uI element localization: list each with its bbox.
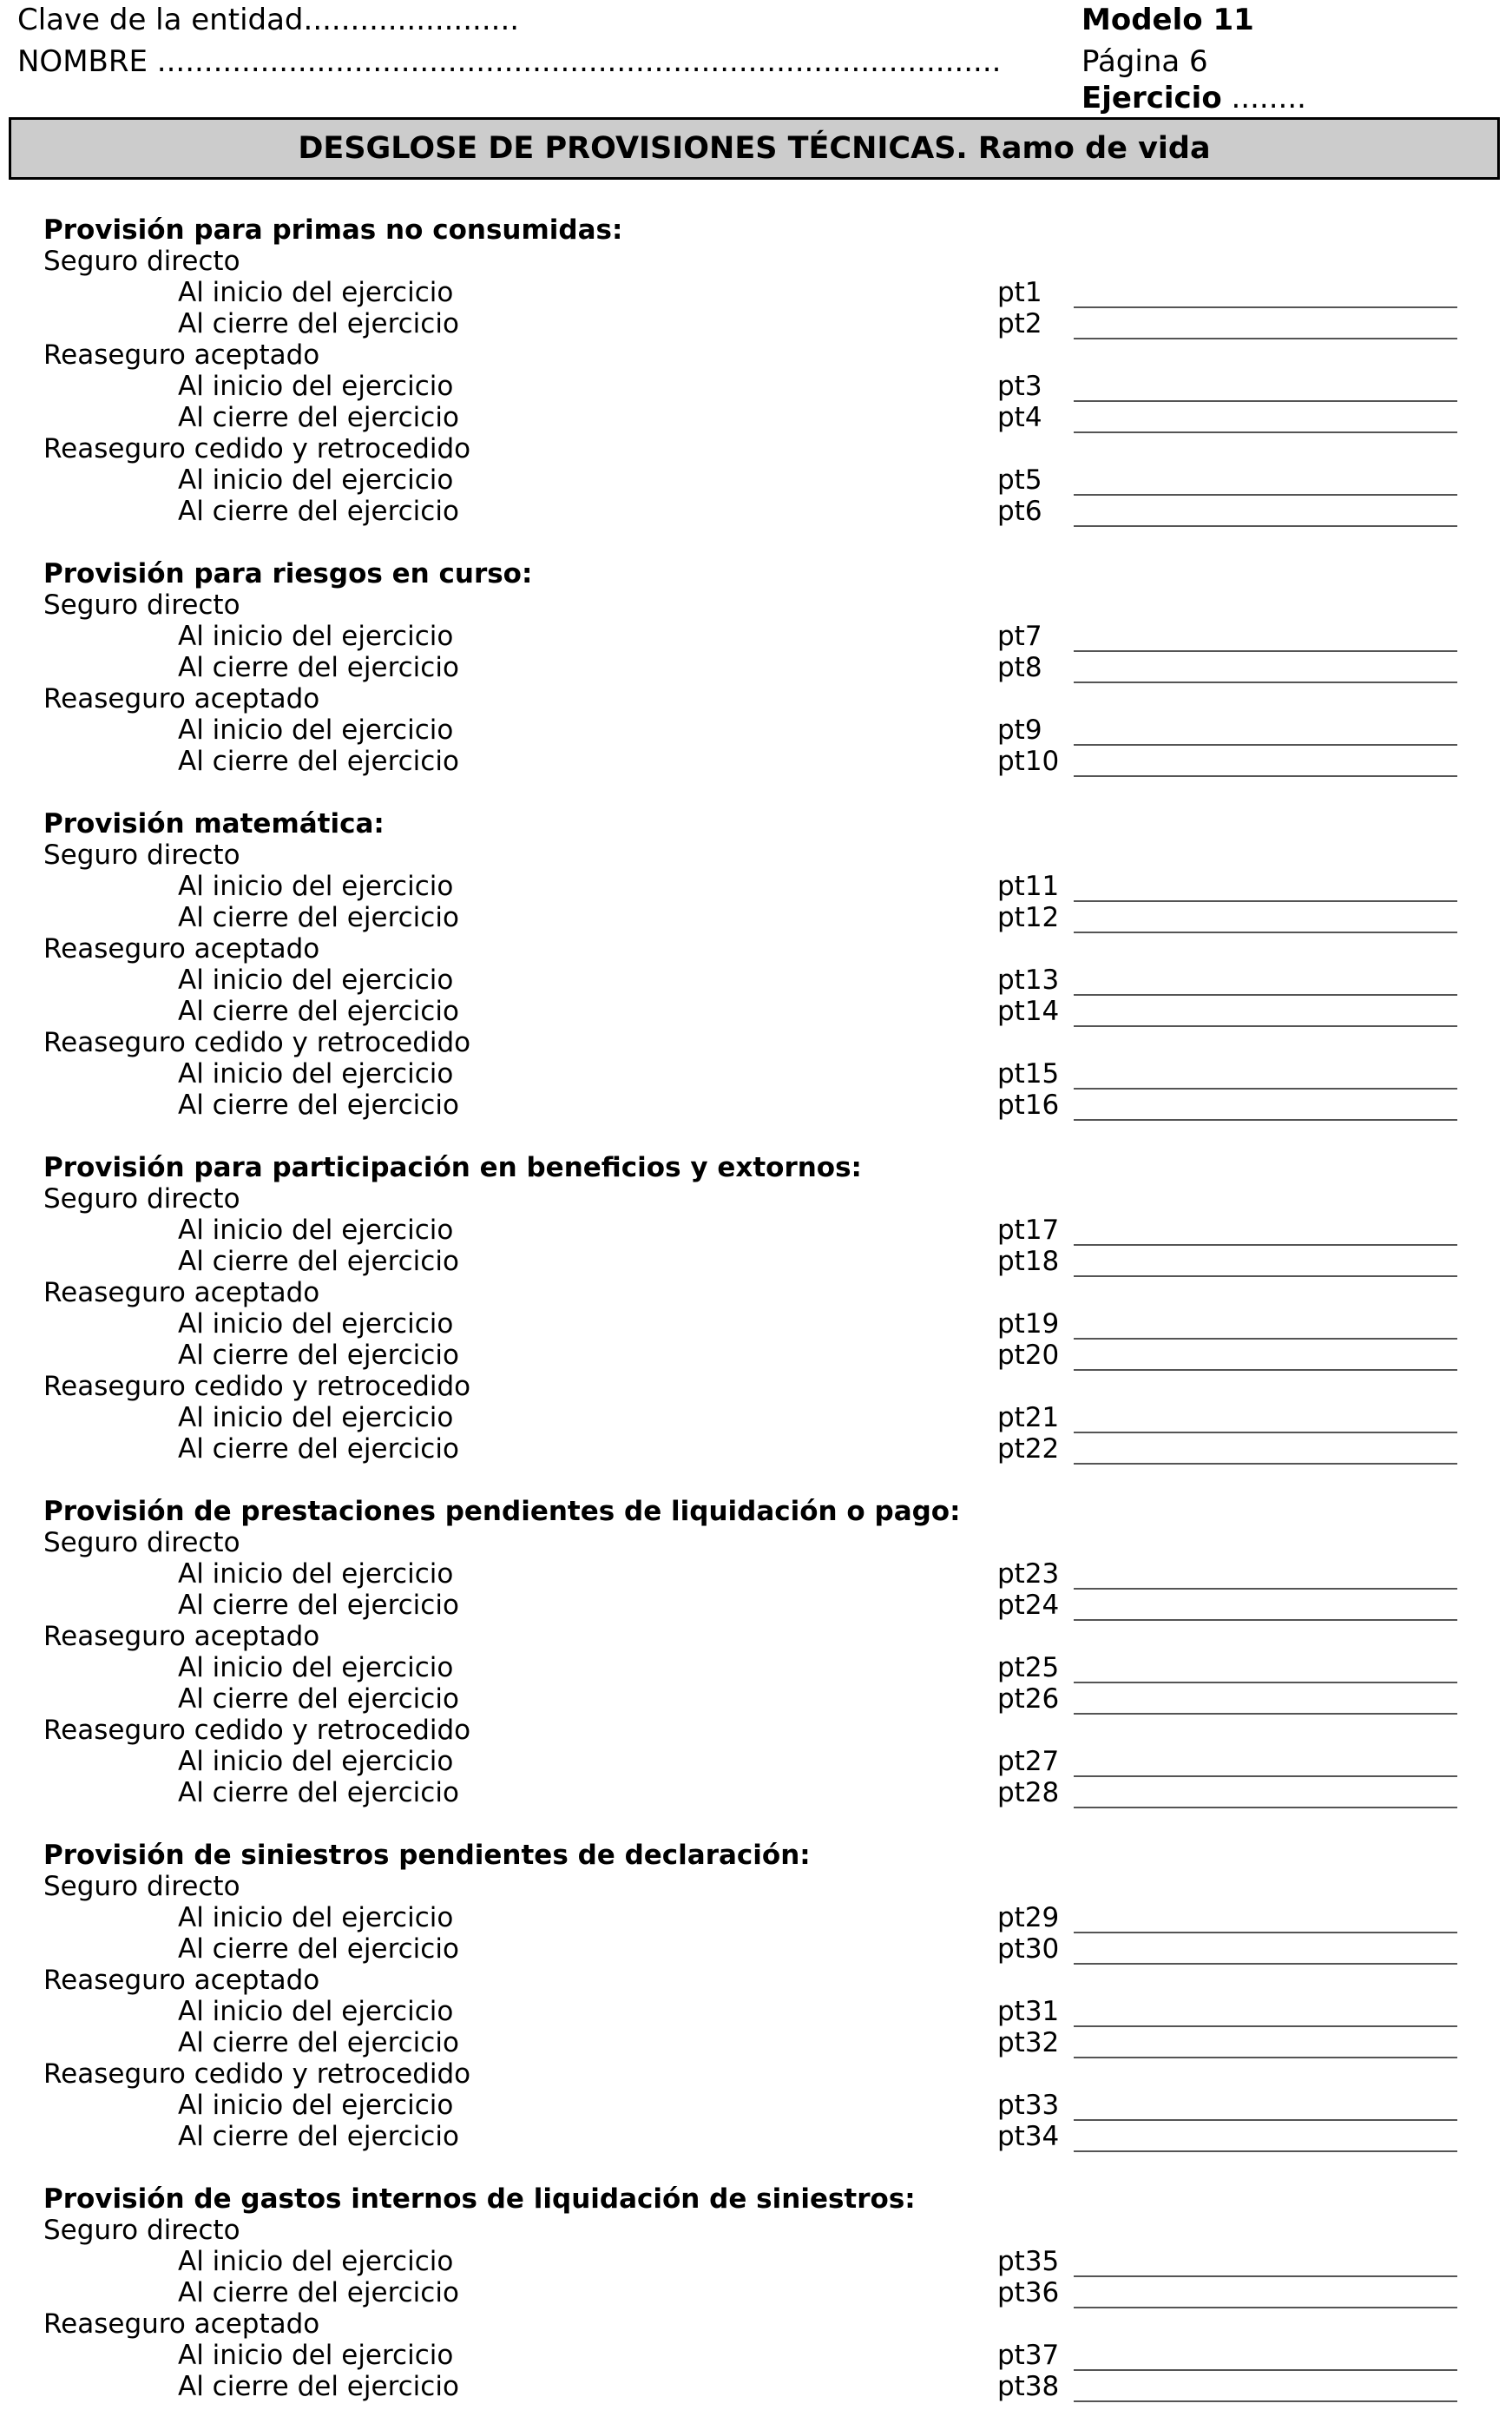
item-row <box>0 1777 1512 1808</box>
item-row <box>0 1558 1512 1590</box>
group-row <box>0 1527 1512 1558</box>
item-code: pt38 <box>997 2371 1060 2402</box>
item-row <box>0 1340 1512 1371</box>
section-title: Provisión para participación en beneficios y extornos: <box>43 1152 862 1183</box>
amount-field-pt23[interactable] <box>1074 1558 1457 1590</box>
amount-field-pt14[interactable] <box>1074 996 1457 1027</box>
modelo-label: Modelo 11 <box>1081 3 1254 37</box>
item-code: pt3 <box>997 371 1042 402</box>
item-code: pt31 <box>997 1996 1060 2027</box>
item-label: Al cierre del ejercicio <box>178 1433 459 1465</box>
item-label: Al cierre del ejercicio <box>178 402 459 433</box>
item-label: Al cierre del ejercicio <box>178 2277 459 2308</box>
item-row <box>0 1683 1512 1715</box>
item-code: pt20 <box>997 1340 1060 1371</box>
item-label: Al inicio del ejercicio <box>178 2340 454 2371</box>
amount-field-pt17[interactable] <box>1074 1215 1457 1246</box>
amount-field-pt34[interactable] <box>1074 2121 1457 2152</box>
item-label: Al cierre del ejercicio <box>178 1590 459 1621</box>
item-code: pt26 <box>997 1683 1060 1715</box>
item-code: pt21 <box>997 1402 1060 1433</box>
item-label: Al cierre del ejercicio <box>178 2027 459 2058</box>
item-label: Al cierre del ejercicio <box>178 1340 459 1371</box>
amount-field-pt26[interactable] <box>1074 1683 1457 1715</box>
item-label: Al inicio del ejercicio <box>178 2246 454 2277</box>
amount-field-pt21[interactable] <box>1074 1402 1457 1433</box>
item-row <box>0 965 1512 996</box>
amount-field-pt16[interactable] <box>1074 1090 1457 1121</box>
group-name: Seguro directo <box>43 1527 240 1558</box>
item-label: Al cierre del ejercicio <box>178 1683 459 1715</box>
amount-field-pt35[interactable] <box>1074 2246 1457 2277</box>
item-row <box>0 1402 1512 1433</box>
item-label: Al cierre del ejercicio <box>178 496 459 527</box>
item-row <box>0 1933 1512 1965</box>
amount-field-pt27[interactable] <box>1074 1746 1457 1777</box>
item-label: Al inicio del ejercicio <box>178 1652 454 1683</box>
item-row <box>0 621 1512 652</box>
item-label: Al cierre del ejercicio <box>178 1090 459 1121</box>
amount-field-pt33[interactable] <box>1074 2090 1457 2121</box>
ejercicio-dots: ........ <box>1231 81 1306 115</box>
item-row <box>0 2246 1512 2277</box>
item-row <box>0 1590 1512 1621</box>
group-row <box>0 1371 1512 1402</box>
item-label: Al inicio del ejercicio <box>178 1746 454 1777</box>
section-title-row <box>0 214 1512 246</box>
item-row <box>0 371 1512 402</box>
amount-field-pt32[interactable] <box>1074 2027 1457 2058</box>
amount-field-pt3[interactable] <box>1074 371 1457 402</box>
group-name: Reaseguro cedido y retrocedido <box>43 1027 471 1058</box>
amount-field-pt15[interactable] <box>1074 1058 1457 1090</box>
item-row <box>0 1652 1512 1683</box>
item-code: pt6 <box>997 496 1042 527</box>
item-label: Al inicio del ejercicio <box>178 1402 454 1433</box>
item-label: Al cierre del ejercicio <box>178 652 459 683</box>
item-code: pt23 <box>997 1558 1060 1590</box>
banner-title: DESGLOSE DE PROVISIONES TÉCNICAS. Ramo de vida <box>298 131 1211 166</box>
group-row <box>0 339 1512 371</box>
item-code: pt5 <box>997 464 1042 496</box>
amount-field-pt6[interactable] <box>1074 496 1457 527</box>
amount-field-pt11[interactable] <box>1074 871 1457 902</box>
item-label: Al inicio del ejercicio <box>178 714 454 746</box>
group-name: Seguro directo <box>43 246 240 277</box>
item-code: pt36 <box>997 2277 1060 2308</box>
amount-field-pt18[interactable] <box>1074 1246 1457 1277</box>
group-name: Reaseguro aceptado <box>43 1277 320 1308</box>
item-code: pt1 <box>997 277 1042 308</box>
group-row <box>0 1621 1512 1652</box>
item-label: Al inicio del ejercicio <box>178 2090 454 2121</box>
amount-field-pt2[interactable] <box>1074 308 1457 339</box>
item-code: pt16 <box>997 1090 1060 1121</box>
item-row <box>0 996 1512 1027</box>
section-title: Provisión de gastos internos de liquidación de siniestros: <box>43 2183 916 2215</box>
item-row <box>0 2277 1512 2308</box>
item-label: Al cierre del ejercicio <box>178 1777 459 1808</box>
item-code: pt7 <box>997 621 1042 652</box>
group-row <box>0 933 1512 965</box>
item-code: pt9 <box>997 714 1042 746</box>
item-label: Al inicio del ejercicio <box>178 621 454 652</box>
amount-field-pt38[interactable] <box>1074 2371 1457 2402</box>
section-title: Provisión para primas no consumidas: <box>43 214 623 246</box>
group-name: Seguro directo <box>43 1183 240 1215</box>
amount-field-pt24[interactable] <box>1074 1590 1457 1621</box>
amount-field-pt8[interactable] <box>1074 652 1457 683</box>
item-code: pt32 <box>997 2027 1060 2058</box>
item-row <box>0 1996 1512 2027</box>
section-title-row <box>0 2183 1512 2215</box>
item-row <box>0 496 1512 527</box>
group-name: Reaseguro cedido y retrocedido <box>43 2058 471 2090</box>
item-code: pt35 <box>997 2246 1060 2277</box>
item-code: pt4 <box>997 402 1042 433</box>
amount-field-pt12[interactable] <box>1074 902 1457 933</box>
item-code: pt34 <box>997 2121 1060 2152</box>
item-code: pt17 <box>997 1215 1060 1246</box>
amount-field-pt9[interactable] <box>1074 714 1457 746</box>
item-label: Al inicio del ejercicio <box>178 371 454 402</box>
item-row <box>0 871 1512 902</box>
item-code: pt11 <box>997 871 1060 902</box>
group-name: Reaseguro aceptado <box>43 2308 320 2340</box>
amount-field-pt20[interactable] <box>1074 1340 1457 1371</box>
item-code: pt28 <box>997 1777 1060 1808</box>
amount-field-pt1[interactable] <box>1074 277 1457 308</box>
item-row <box>0 464 1512 496</box>
item-code: pt27 <box>997 1746 1060 1777</box>
item-label: Al inicio del ejercicio <box>178 277 454 308</box>
item-label: Al inicio del ejercicio <box>178 871 454 902</box>
item-code: pt30 <box>997 1933 1060 1965</box>
item-row <box>0 277 1512 308</box>
group-name: Seguro directo <box>43 589 240 621</box>
group-row <box>0 1715 1512 1746</box>
section-title-row <box>0 1152 1512 1183</box>
item-label: Al inicio del ejercicio <box>178 1996 454 2027</box>
item-label: Al inicio del ejercicio <box>178 1558 454 1590</box>
group-name: Reaseguro aceptado <box>43 339 320 371</box>
amount-field-pt28[interactable] <box>1074 1777 1457 1808</box>
item-code: pt19 <box>997 1308 1060 1340</box>
group-row <box>0 1965 1512 1996</box>
group-name: Seguro directo <box>43 2215 240 2246</box>
item-row <box>0 902 1512 933</box>
group-name: Reaseguro cedido y retrocedido <box>43 433 471 464</box>
item-label: Al cierre del ejercicio <box>178 2121 459 2152</box>
item-label: Al inicio del ejercicio <box>178 464 454 496</box>
amount-field-pt13[interactable] <box>1074 965 1457 996</box>
item-row <box>0 714 1512 746</box>
item-code: pt18 <box>997 1246 1060 1277</box>
item-label: Al cierre del ejercicio <box>178 1933 459 1965</box>
item-label: Al cierre del ejercicio <box>178 1246 459 1277</box>
group-row <box>0 840 1512 871</box>
amount-field-pt4[interactable] <box>1074 402 1457 433</box>
item-row <box>0 2090 1512 2121</box>
item-row <box>0 1058 1512 1090</box>
item-code: pt25 <box>997 1652 1060 1683</box>
group-name: Reaseguro aceptado <box>43 1621 320 1652</box>
item-label: Al inicio del ejercicio <box>178 1215 454 1246</box>
item-code: pt29 <box>997 1902 1060 1933</box>
item-code: pt24 <box>997 1590 1060 1621</box>
nombre-line: NOMBRE .......................................................................................... <box>17 44 1002 79</box>
item-row <box>0 2121 1512 2152</box>
item-row <box>0 1215 1512 1246</box>
item-code: pt2 <box>997 308 1042 339</box>
group-row <box>0 2308 1512 2340</box>
group-row <box>0 2058 1512 2090</box>
section-title: Provisión de prestaciones pendientes de liquidación o pago: <box>43 1496 961 1527</box>
item-row <box>0 1746 1512 1777</box>
item-label: Al inicio del ejercicio <box>178 1902 454 1933</box>
section-title: Provisión de siniestros pendientes de declaración: <box>43 1840 811 1871</box>
group-name: Reaseguro cedido y retrocedido <box>43 1371 471 1402</box>
item-row <box>0 746 1512 777</box>
amount-field-pt25[interactable] <box>1074 1652 1457 1683</box>
group-row <box>0 433 1512 464</box>
item-label: Al cierre del ejercicio <box>178 902 459 933</box>
item-code: pt8 <box>997 652 1042 683</box>
section-title-row <box>0 558 1512 589</box>
section-title-row <box>0 808 1512 840</box>
item-label: Al cierre del ejercicio <box>178 996 459 1027</box>
section-title: Provisión matemática: <box>43 808 385 840</box>
section-title-row <box>0 1840 1512 1871</box>
amount-field-pt31[interactable] <box>1074 1996 1457 2027</box>
item-row <box>0 1090 1512 1121</box>
ejercicio-label: Ejercicio <box>1081 81 1222 115</box>
amount-field-pt10[interactable] <box>1074 746 1457 777</box>
group-row <box>0 1871 1512 1902</box>
item-row <box>0 1308 1512 1340</box>
item-row <box>0 308 1512 339</box>
group-row <box>0 246 1512 277</box>
group-name: Seguro directo <box>43 840 240 871</box>
item-row <box>0 402 1512 433</box>
group-name: Seguro directo <box>43 1871 240 1902</box>
item-row <box>0 1902 1512 1933</box>
item-label: Al cierre del ejercicio <box>178 2371 459 2402</box>
item-row <box>0 2371 1512 2402</box>
item-row <box>0 652 1512 683</box>
amount-field-pt36[interactable] <box>1074 2277 1457 2308</box>
item-row <box>0 2027 1512 2058</box>
amount-field-pt7[interactable] <box>1074 621 1457 652</box>
group-row <box>0 589 1512 621</box>
amount-field-pt5[interactable] <box>1074 464 1457 496</box>
item-code: pt13 <box>997 965 1060 996</box>
item-code: pt12 <box>997 902 1060 933</box>
item-label: Al inicio del ejercicio <box>178 1308 454 1340</box>
section-title: Provisión para riesgos en curso: <box>43 558 533 589</box>
group-row <box>0 683 1512 714</box>
group-row <box>0 1277 1512 1308</box>
item-code: pt37 <box>997 2340 1060 2371</box>
section-title-row <box>0 1496 1512 1527</box>
group-row <box>0 1183 1512 1215</box>
group-name: Reaseguro aceptado <box>43 683 320 714</box>
item-label: Al cierre del ejercicio <box>178 308 459 339</box>
group-name: Reaseguro aceptado <box>43 933 320 965</box>
amount-field-pt19[interactable] <box>1074 1308 1457 1340</box>
group-row <box>0 2215 1512 2246</box>
item-code: pt14 <box>997 996 1060 1027</box>
item-label: Al inicio del ejercicio <box>178 1058 454 1090</box>
amount-field-pt22[interactable] <box>1074 1433 1457 1465</box>
item-label: Al inicio del ejercicio <box>178 965 454 996</box>
amount-field-pt30[interactable] <box>1074 1933 1457 1965</box>
clave-entidad: Clave de la entidad....................... <box>17 3 520 37</box>
item-code: pt33 <box>997 2090 1060 2121</box>
item-code: pt10 <box>997 746 1060 777</box>
item-code: pt15 <box>997 1058 1060 1090</box>
pagina-label: Página 6 <box>1081 44 1208 79</box>
item-row <box>0 2340 1512 2371</box>
group-name: Reaseguro cedido y retrocedido <box>43 1715 471 1746</box>
group-row <box>0 1027 1512 1058</box>
amount-field-pt37[interactable] <box>1074 2340 1457 2371</box>
group-name: Reaseguro aceptado <box>43 1965 320 1996</box>
amount-field-pt29[interactable] <box>1074 1902 1457 1933</box>
item-label: Al cierre del ejercicio <box>178 746 459 777</box>
item-row <box>0 1246 1512 1277</box>
item-code: pt22 <box>997 1433 1060 1465</box>
item-row <box>0 1433 1512 1465</box>
